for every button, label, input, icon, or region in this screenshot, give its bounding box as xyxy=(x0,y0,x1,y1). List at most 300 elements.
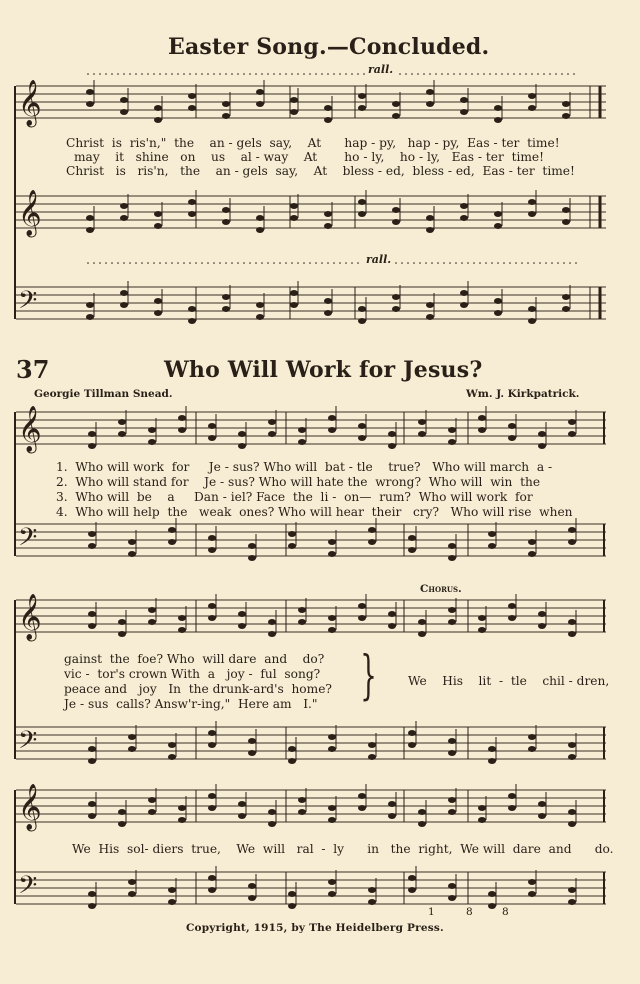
dotted-line xyxy=(339,73,341,75)
note-head xyxy=(426,227,434,233)
note-head xyxy=(248,543,256,549)
note-head xyxy=(328,734,336,740)
note-head xyxy=(88,891,96,897)
note-head xyxy=(568,887,576,893)
note-head xyxy=(208,535,216,541)
note-head xyxy=(488,903,496,909)
note-head xyxy=(538,623,546,629)
note-head xyxy=(562,306,570,312)
note-head xyxy=(238,813,246,819)
dotted-line xyxy=(87,262,89,264)
dotted-line xyxy=(533,262,535,264)
dotted-line xyxy=(333,73,335,75)
note-head xyxy=(256,302,264,308)
verse-brace: } xyxy=(360,646,377,706)
note-head xyxy=(408,875,416,881)
note-head xyxy=(290,203,298,209)
note-head xyxy=(388,623,396,629)
note-head xyxy=(328,551,336,557)
bass-clef-icon: 𝄢 xyxy=(18,286,38,321)
dotted-line xyxy=(189,73,191,75)
dotted-line xyxy=(189,262,191,264)
dotted-line xyxy=(201,262,203,264)
note-head xyxy=(448,738,456,744)
note-head xyxy=(118,431,126,437)
note-head xyxy=(568,619,576,625)
note-head xyxy=(448,607,456,613)
note-head xyxy=(368,899,376,905)
note-head xyxy=(288,758,296,764)
dotted-line xyxy=(449,262,451,264)
dotted-line xyxy=(443,262,445,264)
dotted-line xyxy=(363,73,365,75)
note-head xyxy=(256,89,264,95)
note-head xyxy=(368,527,376,533)
dotted-line xyxy=(147,73,149,75)
note-head xyxy=(448,555,456,561)
note-head xyxy=(188,318,196,324)
hymn-verse-1: 1. Who will work for Je - sus? Who will bat - tle true? Who will march a - xyxy=(56,460,553,474)
bass-clef-icon: 𝄢 xyxy=(18,726,38,761)
note-head xyxy=(568,754,576,760)
dotted-line xyxy=(141,73,143,75)
note-head xyxy=(448,797,456,803)
bass-clef-icon: 𝄢 xyxy=(18,523,38,558)
note-head xyxy=(368,887,376,893)
note-head xyxy=(508,615,516,621)
note-head xyxy=(358,793,366,799)
note-head xyxy=(86,227,94,233)
note-head xyxy=(358,199,366,205)
note-head xyxy=(248,883,256,889)
dotted-line xyxy=(407,262,409,264)
note-head xyxy=(426,101,434,107)
dotted-line xyxy=(171,262,173,264)
hymn-verse-4: 4. Who will help the weak ones? Who will hear their cry? Who will rise when xyxy=(56,505,573,519)
note-head xyxy=(418,431,426,437)
dotted-line xyxy=(225,73,227,75)
dotted-line xyxy=(237,262,239,264)
note-head xyxy=(288,891,296,897)
note-head xyxy=(288,543,296,549)
note-head xyxy=(408,887,416,893)
note-head xyxy=(178,805,186,811)
dotted-line xyxy=(519,73,521,75)
note-head xyxy=(448,439,456,445)
dotted-line xyxy=(509,262,511,264)
note-head xyxy=(148,439,156,445)
note-head xyxy=(268,809,276,815)
dotted-line xyxy=(285,73,287,75)
note-head xyxy=(488,531,496,537)
note-head xyxy=(528,93,536,99)
note-head xyxy=(426,89,434,95)
dotted-line xyxy=(207,262,209,264)
hymn-verse-3-cont: peace and joy In the drunk-ard's home? xyxy=(64,682,332,696)
dotted-line xyxy=(279,73,281,75)
verse-line-2: may it shine on us al - way At ho - ly, ho - ly, Eas - ter time! xyxy=(74,150,545,164)
dotted-line xyxy=(405,73,407,75)
dotted-line xyxy=(273,73,275,75)
note-head xyxy=(358,306,366,312)
dotted-line xyxy=(117,262,119,264)
note-head xyxy=(358,435,366,441)
note-head xyxy=(324,298,332,304)
dotted-line xyxy=(567,73,569,75)
dotted-line xyxy=(207,73,209,75)
note-head xyxy=(178,427,186,433)
note-head xyxy=(288,903,296,909)
note-head xyxy=(168,527,176,533)
dotted-line xyxy=(201,73,203,75)
note-head xyxy=(268,619,276,625)
note-head xyxy=(528,318,536,324)
dotted-line xyxy=(303,262,305,264)
dotted-line xyxy=(135,262,137,264)
note-head xyxy=(508,603,516,609)
note-head xyxy=(328,615,336,621)
note-head xyxy=(208,547,216,553)
note-head xyxy=(88,903,96,909)
dotted-line xyxy=(273,262,275,264)
note-head xyxy=(418,809,426,815)
note-head xyxy=(168,742,176,748)
note-head xyxy=(154,298,162,304)
dotted-line xyxy=(503,262,505,264)
dotted-line xyxy=(249,262,251,264)
note-head xyxy=(528,306,536,312)
note-head xyxy=(268,821,276,827)
note-head xyxy=(256,101,264,107)
note-head xyxy=(460,215,468,221)
note-head xyxy=(408,547,416,553)
note-head xyxy=(208,603,216,609)
dotted-line xyxy=(573,73,575,75)
note-head xyxy=(328,805,336,811)
note-head xyxy=(488,758,496,764)
note-head xyxy=(208,730,216,736)
note-head xyxy=(222,306,230,312)
dotted-line xyxy=(485,262,487,264)
dotted-line xyxy=(177,262,179,264)
tempo-mark-rall: rall. xyxy=(368,63,394,76)
dotted-line xyxy=(561,73,563,75)
dotted-line xyxy=(261,73,263,75)
note-head xyxy=(494,310,502,316)
dotted-line xyxy=(555,73,557,75)
note-head xyxy=(562,101,570,107)
dotted-line xyxy=(285,262,287,264)
dotted-line xyxy=(87,73,89,75)
dotted-line xyxy=(543,73,545,75)
dotted-line xyxy=(435,73,437,75)
dotted-line xyxy=(345,73,347,75)
note-head xyxy=(128,746,136,752)
note-head xyxy=(222,294,230,300)
note-head xyxy=(562,294,570,300)
dotted-line xyxy=(537,73,539,75)
note-head xyxy=(324,310,332,316)
dotted-line xyxy=(545,262,547,264)
note-head xyxy=(426,215,434,221)
note-head xyxy=(448,427,456,433)
dotted-line xyxy=(153,73,155,75)
note-head xyxy=(288,531,296,537)
dotted-line xyxy=(321,262,323,264)
dotted-line xyxy=(563,262,565,264)
note-head xyxy=(392,101,400,107)
note-head xyxy=(408,730,416,736)
note-head xyxy=(208,805,216,811)
hymn-verse-2: 2. Who will stand for Je - sus? Who will hate the wrong? Who will win the xyxy=(56,475,541,489)
note-head xyxy=(188,105,196,111)
note-head xyxy=(488,543,496,549)
note-head xyxy=(388,813,396,819)
note-head xyxy=(392,113,400,119)
note-head xyxy=(86,101,94,107)
note-head xyxy=(488,891,496,897)
note-head xyxy=(528,539,536,545)
dotted-line xyxy=(399,73,401,75)
note-head xyxy=(426,314,434,320)
note-head xyxy=(528,879,536,885)
note-head xyxy=(222,113,230,119)
bass-figure-3: 8 xyxy=(502,906,509,918)
note-head xyxy=(568,899,576,905)
note-head xyxy=(148,797,156,803)
note-head xyxy=(168,887,176,893)
note-head xyxy=(168,899,176,905)
dotted-line xyxy=(105,73,107,75)
note-head xyxy=(178,627,186,633)
note-head xyxy=(128,539,136,545)
note-head xyxy=(538,813,546,819)
note-head xyxy=(128,879,136,885)
dotted-line xyxy=(575,262,577,264)
note-head xyxy=(128,551,136,557)
note-head xyxy=(298,619,306,625)
note-head xyxy=(528,734,536,740)
note-head xyxy=(488,746,496,752)
chorus-label: Chorus. xyxy=(420,583,462,595)
dotted-line xyxy=(351,73,353,75)
dotted-line xyxy=(429,73,431,75)
dotted-line xyxy=(195,262,197,264)
note-head xyxy=(288,746,296,752)
note-head xyxy=(448,895,456,901)
dotted-line xyxy=(303,73,305,75)
dotted-line xyxy=(231,73,233,75)
note-head xyxy=(418,821,426,827)
note-head xyxy=(86,89,94,95)
dotted-line xyxy=(279,262,281,264)
dotted-line xyxy=(477,73,479,75)
note-head xyxy=(568,419,576,425)
dotted-line xyxy=(255,262,257,264)
dotted-line xyxy=(401,262,403,264)
note-head xyxy=(448,619,456,625)
dotted-line xyxy=(171,73,173,75)
dotted-line xyxy=(549,73,551,75)
note-head xyxy=(460,97,468,103)
note-head xyxy=(478,627,486,633)
note-head xyxy=(528,746,536,752)
dotted-line xyxy=(425,262,427,264)
note-head xyxy=(328,879,336,885)
dotted-line xyxy=(141,262,143,264)
note-head xyxy=(328,427,336,433)
dotted-line xyxy=(447,73,449,75)
dotted-line xyxy=(473,262,475,264)
dotted-line xyxy=(183,262,185,264)
copyright-notice: Copyright, 1915, by The Heidelberg Press. xyxy=(186,922,444,934)
dotted-line xyxy=(93,262,95,264)
note-head xyxy=(168,539,176,545)
dotted-line xyxy=(521,262,523,264)
dotted-line xyxy=(165,73,167,75)
note-head xyxy=(290,302,298,308)
note-head xyxy=(208,615,216,621)
dotted-line xyxy=(153,262,155,264)
composer-credit: Wm. J. Kirkpatrick. xyxy=(466,388,580,400)
dotted-line xyxy=(471,73,473,75)
note-head xyxy=(120,302,128,308)
note-head xyxy=(368,539,376,545)
dotted-line xyxy=(267,73,269,75)
note-head xyxy=(448,543,456,549)
note-head xyxy=(448,750,456,756)
note-head xyxy=(328,627,336,633)
author-credit: Georgie Tillman Snead. xyxy=(34,388,173,400)
note-head xyxy=(120,109,128,115)
note-head xyxy=(290,290,298,296)
dotted-line xyxy=(249,73,251,75)
note-head xyxy=(494,298,502,304)
note-head xyxy=(238,801,246,807)
dotted-line xyxy=(309,262,311,264)
note-head xyxy=(568,539,576,545)
note-head xyxy=(148,607,156,613)
dotted-line xyxy=(129,73,131,75)
dotted-line xyxy=(507,73,509,75)
treble-clef-icon: 𝄞 xyxy=(18,784,42,830)
note-head xyxy=(222,101,230,107)
dotted-line xyxy=(93,73,95,75)
note-head xyxy=(508,435,516,441)
note-head xyxy=(268,631,276,637)
dotted-line xyxy=(261,262,263,264)
note-head xyxy=(494,211,502,217)
note-head xyxy=(494,105,502,111)
note-head xyxy=(256,314,264,320)
hymn-title: Who Will Work for Jesus? xyxy=(164,357,483,383)
note-head xyxy=(358,805,366,811)
note-head xyxy=(324,211,332,217)
dotted-line xyxy=(327,73,329,75)
note-head xyxy=(568,821,576,827)
note-head xyxy=(298,427,306,433)
note-head xyxy=(290,109,298,115)
note-head xyxy=(460,203,468,209)
dotted-line xyxy=(213,73,215,75)
dotted-line xyxy=(495,73,497,75)
note-head xyxy=(568,431,576,437)
dotted-line xyxy=(489,73,491,75)
note-head xyxy=(478,427,486,433)
dotted-line xyxy=(551,262,553,264)
note-head xyxy=(460,109,468,115)
note-head xyxy=(328,539,336,545)
note-head xyxy=(358,615,366,621)
note-head xyxy=(494,223,502,229)
dotted-line xyxy=(413,262,415,264)
dotted-line xyxy=(177,73,179,75)
note-head xyxy=(528,105,536,111)
dotted-line xyxy=(231,262,233,264)
dotted-line xyxy=(333,262,335,264)
note-head xyxy=(154,105,162,111)
dotted-line xyxy=(431,262,433,264)
note-head xyxy=(418,419,426,425)
note-head xyxy=(538,443,546,449)
note-head xyxy=(290,215,298,221)
note-head xyxy=(388,443,396,449)
note-head xyxy=(128,734,136,740)
dotted-line xyxy=(453,73,455,75)
note-head xyxy=(238,443,246,449)
note-head xyxy=(358,105,366,111)
chorus-line-1: We His lit - tle chil - dren, xyxy=(408,674,610,688)
note-head xyxy=(238,611,246,617)
dotted-line xyxy=(225,262,227,264)
dotted-line xyxy=(129,262,131,264)
note-head xyxy=(460,290,468,296)
note-head xyxy=(86,314,94,320)
note-head xyxy=(418,631,426,637)
note-head xyxy=(528,551,536,557)
dotted-line xyxy=(501,73,503,75)
note-head xyxy=(324,117,332,123)
dotted-line xyxy=(243,73,245,75)
note-head xyxy=(562,219,570,225)
note-head xyxy=(88,801,96,807)
dotted-line xyxy=(99,262,101,264)
note-head xyxy=(188,306,196,312)
dotted-line xyxy=(291,262,293,264)
dotted-line xyxy=(455,262,457,264)
dotted-line xyxy=(395,262,397,264)
note-head xyxy=(120,97,128,103)
note-head xyxy=(154,310,162,316)
dotted-line xyxy=(339,262,341,264)
note-head xyxy=(154,211,162,217)
dotted-line xyxy=(513,73,515,75)
bass-clef-icon: 𝄢 xyxy=(18,871,38,906)
note-head xyxy=(358,318,366,324)
dotted-line xyxy=(243,262,245,264)
note-head xyxy=(562,207,570,213)
note-head xyxy=(248,555,256,561)
note-head xyxy=(268,419,276,425)
dotted-line xyxy=(165,262,167,264)
note-head xyxy=(538,611,546,617)
note-head xyxy=(128,891,136,897)
page-title: Easter Song.—Concluded. xyxy=(168,34,490,60)
note-head xyxy=(358,423,366,429)
note-head xyxy=(478,805,486,811)
note-head xyxy=(88,531,96,537)
dotted-line xyxy=(531,73,533,75)
